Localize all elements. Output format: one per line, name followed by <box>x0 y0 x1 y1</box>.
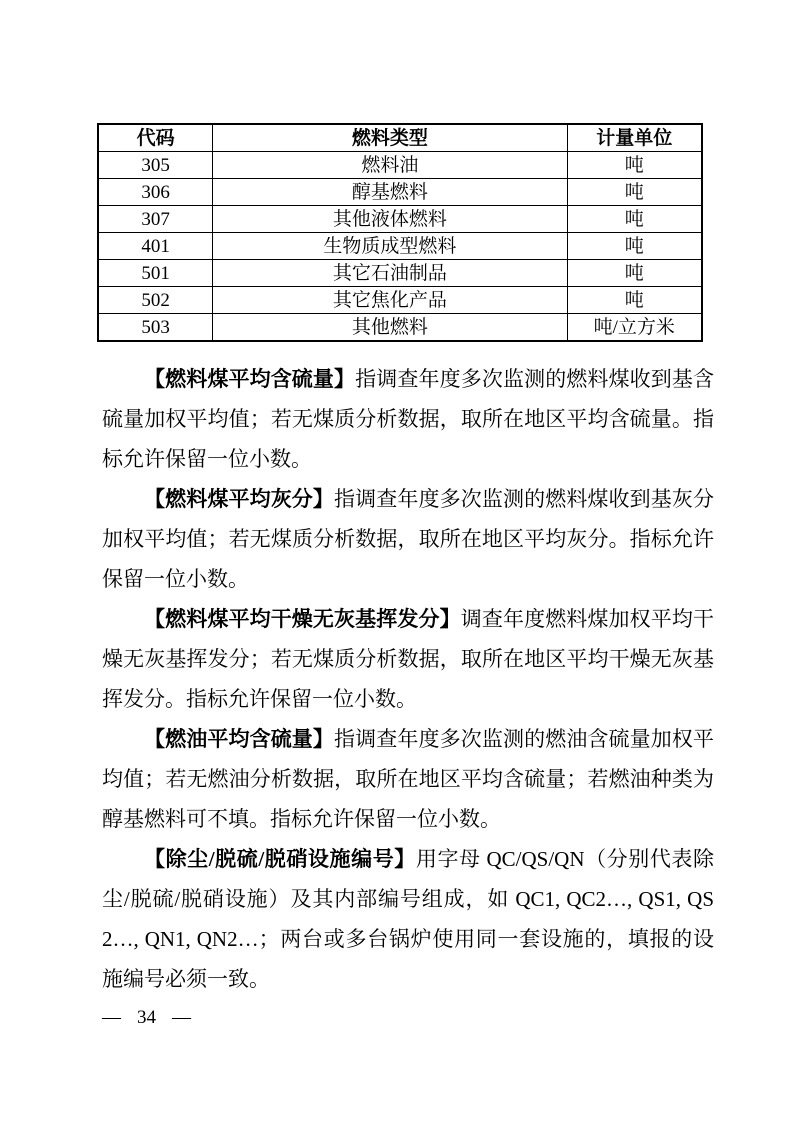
definition-paragraph <box>102 359 714 479</box>
body-paragraphs <box>102 359 714 999</box>
term-definition: 调查年度燃料煤加权平均干燥无灰基挥发分；若无煤质分析数据，取所在地区平均干燥无灰基挥发分。指标允许保留一位小数。 <box>102 607 715 711</box>
table-row <box>98 206 702 233</box>
table-cell: 燃料油 <box>213 152 567 179</box>
term-definition: 指调查年度多次监测的燃料煤收到基含硫量加权平均值；若无煤质分析数据，取所在地区平均含硫量。指标允许保留一位小数。 <box>102 367 715 471</box>
table-cell: 502 <box>98 287 213 314</box>
table-row <box>98 152 702 179</box>
table-cell: 吨 <box>567 287 702 314</box>
table-row <box>98 314 702 342</box>
table-cell: 其他燃料 <box>213 314 567 342</box>
table-cell: 吨 <box>567 260 702 287</box>
table-row <box>98 179 702 206</box>
table-cell: 吨 <box>567 179 702 206</box>
fuel-code-table <box>97 123 703 342</box>
table-row <box>98 287 702 314</box>
term-label: 【燃料煤平均灰分】 <box>144 487 335 511</box>
table-cell: 306 <box>98 179 213 206</box>
term-definition: 指调查年度多次监测的燃油含硫量加权平均值；若无燃油分析数据，取所在地区平均含硫量；若燃油种类为醇基燃料可不填。指标允许保留一位小数。 <box>102 727 715 831</box>
table-cell: 吨 <box>567 206 702 233</box>
table-cell: 其它石油制品 <box>213 260 567 287</box>
term-definition: 指调查年度多次监测的燃料煤收到基灰分加权平均值；若无煤质分析数据，取所在地区平均灰分。指标允许保留一位小数。 <box>102 487 715 591</box>
table-row <box>98 260 702 287</box>
fuel-code-table-body <box>98 152 702 342</box>
table-row <box>98 233 702 260</box>
term-label: 【燃料煤平均含硫量】 <box>144 367 356 391</box>
table-cell: 401 <box>98 233 213 260</box>
term-label: 【燃油平均含硫量】 <box>144 727 335 751</box>
table-header-row <box>98 124 702 152</box>
definition-paragraph <box>102 719 714 839</box>
table-header-cell: 燃料类型 <box>213 124 567 152</box>
table-header-cell: 计量单位 <box>567 124 702 152</box>
term-label: 【除尘/脱硫/脱硝设施编号】 <box>144 847 416 871</box>
page-footer <box>102 1005 800 1031</box>
definition-paragraph <box>102 599 714 719</box>
table-cell: 其它焦化产品 <box>213 287 567 314</box>
definition-paragraph <box>102 839 714 999</box>
footer-right-dash: — <box>172 1007 191 1028</box>
fuel-code-table-header <box>98 124 702 152</box>
table-cell: 吨 <box>567 152 702 179</box>
table-cell: 生物质成型燃料 <box>213 233 567 260</box>
table-cell: 503 <box>98 314 213 342</box>
term-definition: 用字母 QC/QS/QN（分别代表除尘/脱硫/脱硝设施）及其内部编号组成，如 QC1, QC2…, QS1, QS2…, QN1, QN2…；两台或多台锅炉使用同一套设施的，填报的设施编号必须一致。 <box>102 847 714 991</box>
table-cell: 501 <box>98 260 213 287</box>
table-cell: 305 <box>98 152 213 179</box>
table-header-cell: 代码 <box>98 124 213 152</box>
definition-paragraph <box>102 479 714 599</box>
page-number: 34 <box>137 1007 156 1028</box>
table-cell: 吨/立方米 <box>567 314 702 342</box>
table-cell: 其他液体燃料 <box>213 206 567 233</box>
table-cell: 吨 <box>567 233 702 260</box>
term-label: 【燃料煤平均干燥无灰基挥发分】 <box>144 607 461 631</box>
table-cell: 307 <box>98 206 213 233</box>
footer-left-dash: — <box>102 1007 121 1028</box>
table-cell: 醇基燃料 <box>213 179 567 206</box>
